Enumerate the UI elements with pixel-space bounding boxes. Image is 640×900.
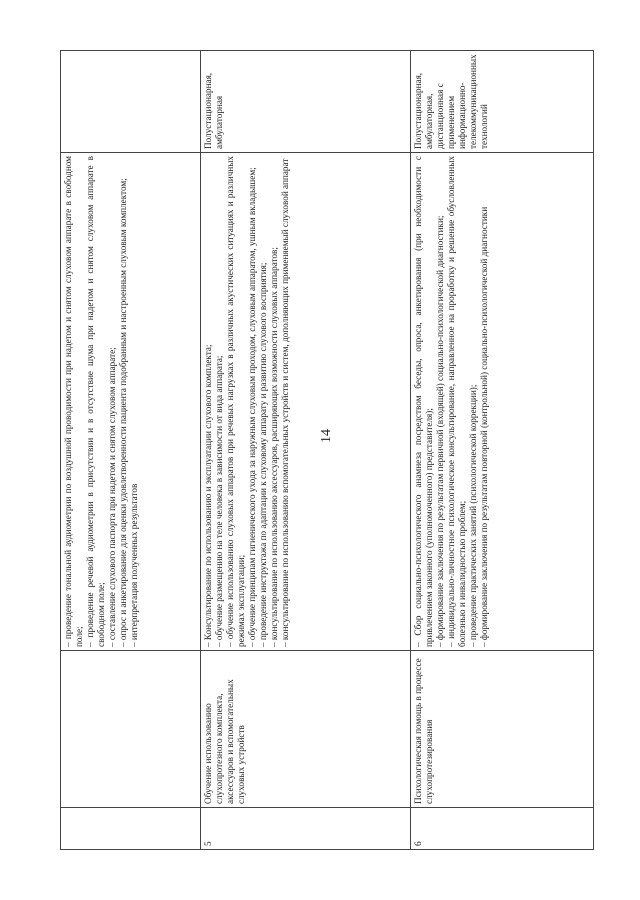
content-item: – Сбор социально-психологического анамнеза посредством беседы, опроса, анкетирования (при необходимости с привлечением законного (уполномоченного) представителя); xyxy=(413,156,434,647)
service-name-cell: Психологическая помощь в процессе слухопротезирования xyxy=(411,651,594,808)
service-mode-cell xyxy=(61,51,201,153)
service-content-cell xyxy=(411,153,594,651)
content-item: – Консультирование по использованию и эксплуатации слухового комплекта; xyxy=(203,344,213,647)
service-name-cell: Обучение использованию слухопротезного комплекта, аксессуаров и вспомогательных слуховых устройств xyxy=(201,651,411,808)
page-number: 14 xyxy=(319,429,334,443)
content-item: – опрос и анкетирование для оценки удовлетворенности пациента подобранным и настроенным слуховым комплектом; xyxy=(118,178,128,647)
service-mode-cell: Полустационарная, амбулаторная xyxy=(201,51,411,153)
content-item: – обучение размещению на теле человека в зависимости от вида аппарата; xyxy=(214,355,224,647)
content-item: – составление слухового паспорта при надетом и снятом слуховом аппарате; xyxy=(107,347,117,647)
content-item: – консультирование по использованию аксессуаров, расширяющих возможности слуховых аппаратов; xyxy=(269,247,279,647)
content-item: – формирование заключения по результатам повторной (контрольной) социально-психологической диагностики xyxy=(479,206,489,647)
content-item: – проведение речевой аудиометрии в присутствии и в отсутствие шума при надетом и снятом слуховом аппарате в свободном поле; xyxy=(85,156,106,647)
table-row-6 xyxy=(411,51,594,850)
rotated-page xyxy=(60,50,605,850)
content-item: – интерпретация полученных результатов xyxy=(129,483,139,647)
content-item: – проведение тональной аудиометрии по воздушной проводимости при надетом и снятом слуховом аппарате в свободном поле; xyxy=(63,156,84,647)
content-item: – проведение инструктажа по адаптации к слуховому аппарату и развитию слухового восприятия; xyxy=(258,262,268,647)
service-content-cell xyxy=(201,153,411,651)
row-number-cell: 5 xyxy=(201,808,411,850)
content-item: – индивидуально-личностное психологическое консультирование, направленное на проработку и решение обусловленных болезнью и инвалидностью проблем; xyxy=(446,156,467,647)
service-mode-cell: Полустационарная, амбулаторная, дистанционная с применением информационно-телекоммуникационных технологий xyxy=(411,51,594,153)
row-number-cell: 6 xyxy=(411,808,594,850)
service-name-cell xyxy=(61,651,201,808)
content-item: – проведение практических занятий (психологической коррекции); xyxy=(468,384,478,647)
content-item: – формирование заключения по результатам первичной (входящей) социально-психологической диагностики; xyxy=(435,215,445,647)
content-item: – консультирование по использованию вспомогательных устройств и систем, дополняющих применяемый слуховой аппарат xyxy=(280,158,290,647)
services-table xyxy=(60,50,594,850)
content-item: – обучение использованию слуховых аппаратов при речевых нагрузках в различных акустических ситуациях и различных режимах эксплуатации; xyxy=(225,156,246,647)
table-row-continuation xyxy=(61,51,201,850)
table-row-5 xyxy=(201,51,411,850)
row-number-cell xyxy=(61,808,201,850)
service-content-cell xyxy=(61,153,201,651)
content-item: – обучение принципам гигиенического ухода за наружным слуховым проходом, слуховым аппаратом, ушным вкладышем; xyxy=(247,167,257,647)
